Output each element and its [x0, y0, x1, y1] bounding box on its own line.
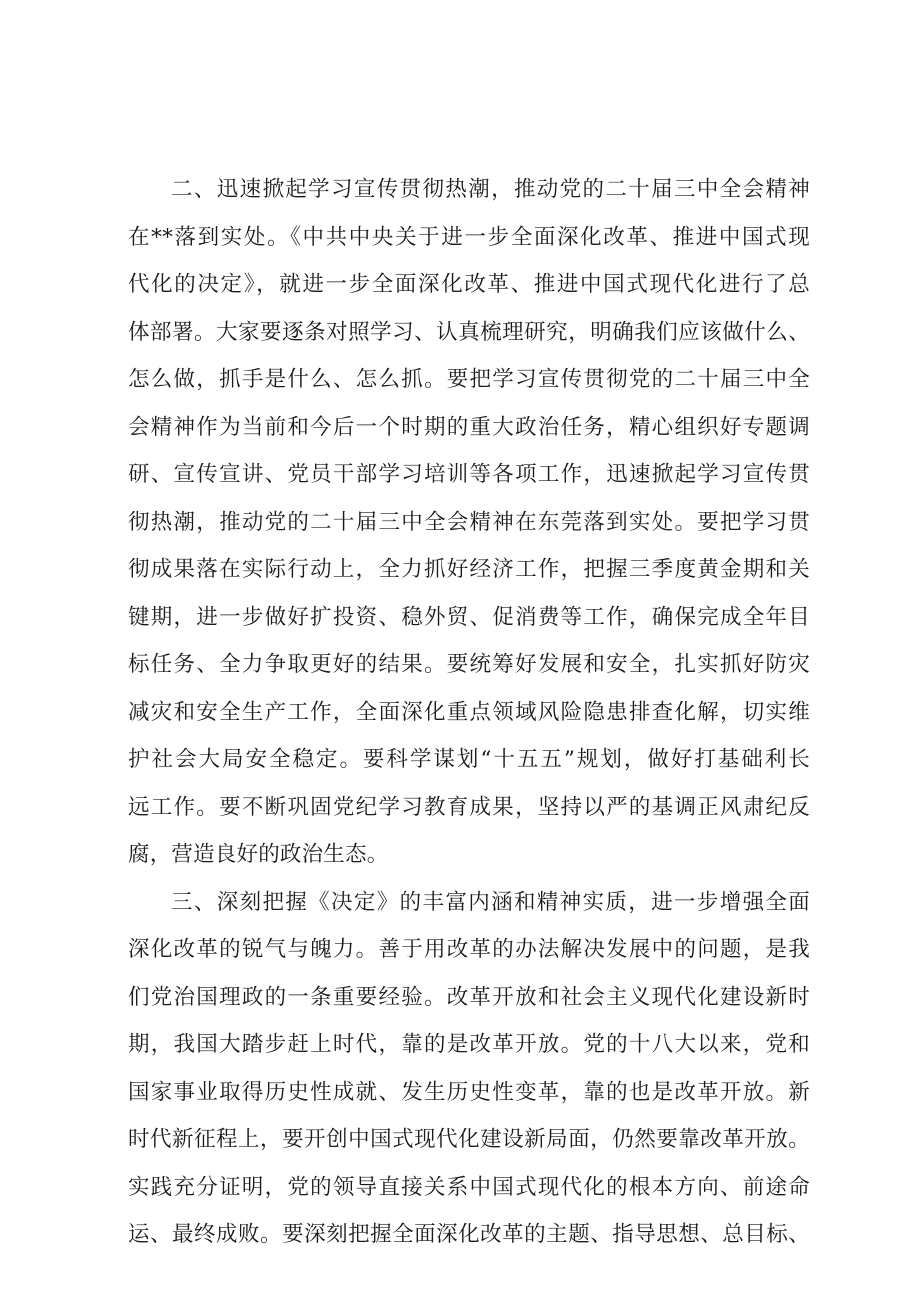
paragraph-line: 二、迅速掀起学习宣传贯彻热潮，推动党的二十届三中全会精神 — [171, 177, 810, 202]
paragraph-line: 在**落到实处。《中共中央关于进一步全面深化改革、推进中国式现 — [128, 224, 810, 250]
paragraph-line: 彻热潮，推动党的二十届三中全会精神在东莞落到实处。要把学习贯 — [128, 509, 810, 535]
paragraph-line: 实践充分证明，党的领导直接关系中国式现代化的根本方向、前途命 — [128, 1174, 810, 1200]
paragraph-line: 护社会大局安全稳定。要科学谋划“十五五”规划，做好打基础利长 — [128, 747, 810, 772]
paragraph-line: 运、最终成败。要深刻把握全面深化改革的主题、指导思想、总目标、 — [128, 1222, 810, 1247]
paragraph-line: 们党治国理政的一条重要经验。改革开放和社会主义现代化建设新时 — [128, 984, 810, 1010]
paragraph-line: 键期，进一步做好扩投资、稳外贸、促消费等工作，确保完成全年目 — [128, 604, 810, 630]
paragraph-line: 怎么做，抓手是什么、怎么抓。要把学习宣传贯彻党的二十届三中全 — [128, 367, 810, 392]
paragraph-line: 研、宣传宣讲、党员干部学习培训等各项工作，迅速掀起学习宣传贯 — [128, 462, 810, 487]
paragraph-line: 会精神作为当前和今后一个时期的重大政治任务，精心组织好专题调 — [128, 414, 810, 440]
paragraph-line: 深化改革的锐气与魄力。善于用改革的办法解决发展中的问题，是我 — [128, 937, 810, 962]
paragraph-line: 体部署。大家要逐条对照学习、认真梳理研究，明确我们应该做什么、 — [128, 319, 810, 345]
paragraph-line: 三、深刻把握《决定》的丰富内涵和精神实质，进一步增强全面 — [171, 889, 810, 915]
paragraph-line: 代化的决定》，就进一步全面深化改革、推进中国式现代化进行了总 — [128, 272, 810, 297]
paragraph-line: 期，我国大踏步赶上时代，靠的是改革开放。党的十八大以来，党和 — [128, 1032, 810, 1057]
paragraph-3 — [128, 879, 810, 1259]
paragraph-line: 腐，营造良好的政治生态。 — [128, 842, 389, 867]
paragraph-line: 彻成果落在实际行动上，全力抓好经济工作，把握三季度黄金期和关 — [128, 557, 810, 582]
document-body — [128, 166, 810, 1259]
paragraph-line: 标任务、全力争取更好的结果。要统筹好发展和安全，扎实抓好防灾 — [128, 652, 810, 677]
paragraph-2 — [128, 166, 810, 879]
paragraph-line: 时代新征程上，要开创中国式现代化建设新局面，仍然要靠改革开放。 — [128, 1127, 810, 1152]
paragraph-line: 远工作。要不断巩固党纪学习教育成果，坚持以严的基调正风肃纪反 — [128, 794, 810, 820]
paragraph-line: 减灾和安全生产工作，全面深化重点领域风险隐患排查化解，切实维 — [128, 699, 810, 725]
paragraph-line: 国家事业取得历史性成就、发生历史性变革，靠的也是改革开放。新 — [128, 1079, 810, 1105]
